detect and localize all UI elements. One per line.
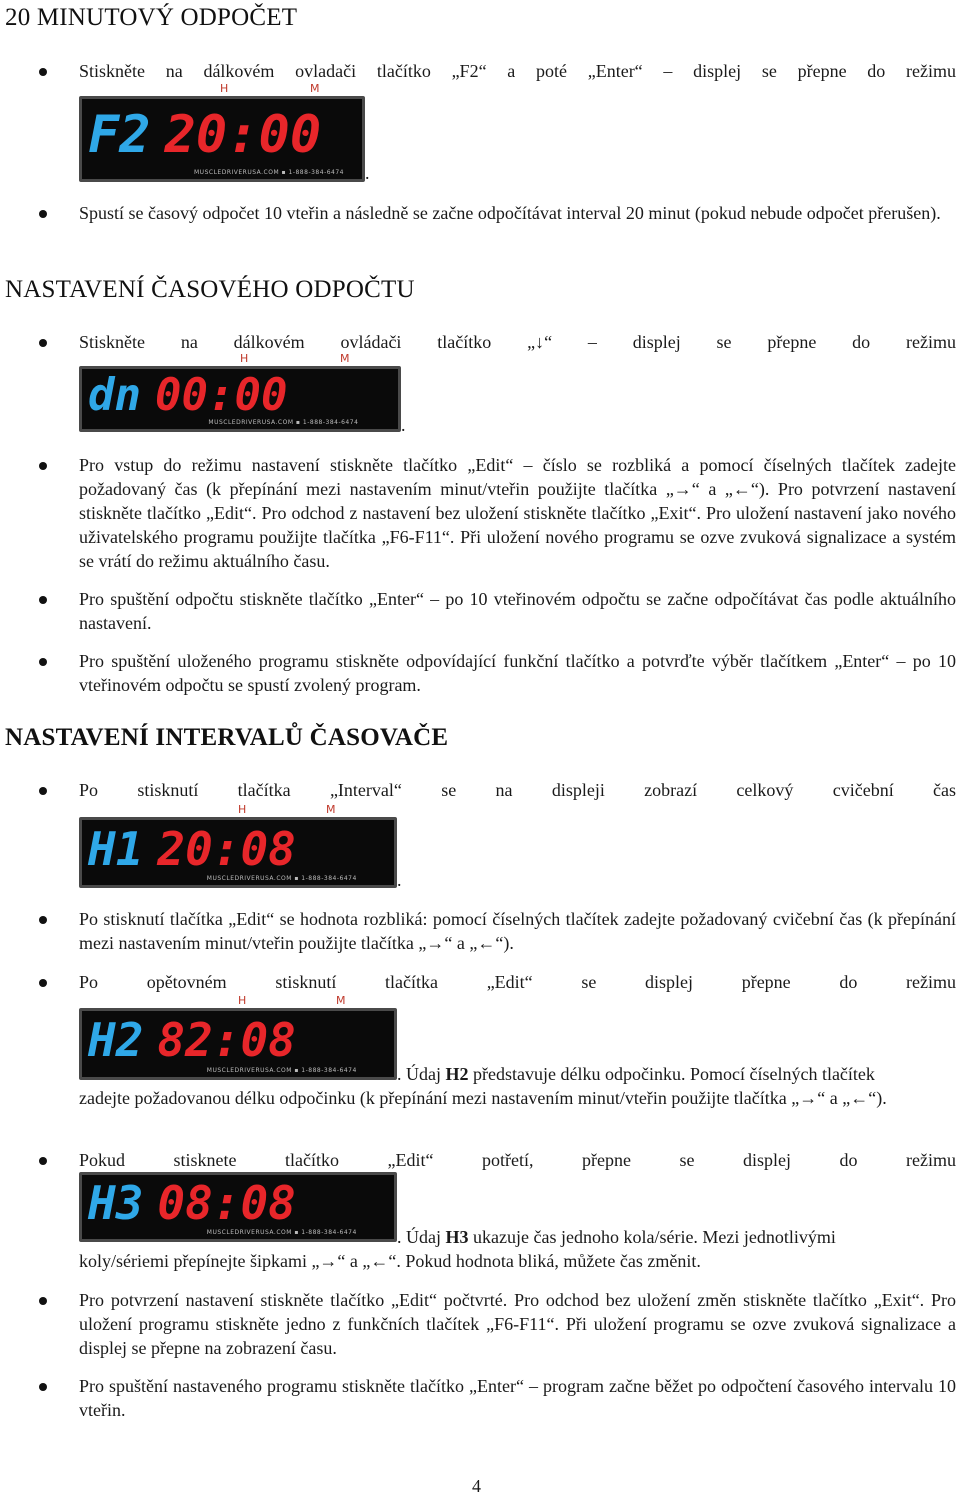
minutes-marker: M: [310, 82, 320, 95]
paragraph-run-program: Pro spuštění nastaveného programu stiskněte tlačítko „Enter“ – program začne běžet po odpočtení časového intervalu 10 vteřin.: [79, 1376, 956, 1420]
bullet: [39, 787, 47, 795]
paragraph-edit-second: Po opětovném stisknutí tlačítka „Edit“ se displej přepne do režimu: [79, 972, 956, 992]
sentence-period: .: [401, 415, 406, 435]
led-display-h2: [79, 1008, 397, 1080]
paragraph-saved-program: Pro spuštění uloženého programu stiskněte odpovídající funkční tlačítko a potvrďte výběr tlačítkem „Enter“ – po 10 vteřinovém odpočtu se spustí zvolený program.: [79, 651, 956, 695]
bullet: [39, 916, 47, 924]
led-display-h1: [79, 817, 397, 888]
display-time: 20:08: [157, 821, 296, 876]
display-brand-strip: MUSCLEDRIVERUSA.COM ▪ 1-888-384-6474: [206, 1067, 357, 1074]
section-title-interval-setup: NASTAVENÍ INTERVALŮ ČASOVAČE: [5, 724, 449, 751]
paragraph-edit-fourth: Pro potvrzení nastavení stiskněte tlačítko „Edit“ počtvrté. Pro odchod bez uložení změn stiskněte tlačítko „Exit“. Pro uložení programu stiskněte jedno z funkčních tlačítek „F6-F11“. Při uložení programu se ozve zvuková signalizace a displej se přepne na zobrazení času.: [79, 1290, 956, 1358]
paragraph-down-arrow-instruction: Stiskněte na dálkovém ovládači tlačítko „↓“ – displej se přepne do režimu: [79, 332, 956, 352]
paragraph-h2-description: . Údaj H2 představuje délku odpočinku. Pomocí číselných tlačítek: [397, 1064, 875, 1084]
display-brand-strip: MUSCLEDRIVERUSA.COM ▪ 1-888-384-6474: [206, 1229, 357, 1236]
hours-marker: H: [240, 352, 249, 365]
paragraph-edit-value: Po stisknutí tlačítka „Edit“ se hodnota rozbliká: pomocí číselných tlačítek zadejte požadovaný cvičební čas (k přepínání mezi nastavením minut/vteřin použijte tlačítka „→“ a „←“).: [79, 909, 956, 953]
display-mode: F2: [88, 105, 151, 165]
led-display-dn: [79, 366, 401, 432]
display-mode: dn: [88, 369, 141, 421]
paragraph-enter-start: Pro spuštění odpočtu stiskněte tlačítko „Enter“ – po 10 vteřinovém odpočtu se začne odpočítávat čas podle aktuálního nastavení.: [79, 589, 956, 633]
hours-marker: H: [238, 994, 247, 1007]
paragraph-interval-button: Po stisknutí tlačítka „Interval“ se na displeji zobrazí celkový cvičební čas: [79, 780, 956, 800]
paragraph-countdown-start: Spustí se časový odpočet 10 vteřin a následně se začne odpočítávat interval 20 minut (pokud nebude odpočet přerušen).: [79, 203, 941, 223]
minutes-marker: M: [340, 352, 350, 365]
hours-marker: H: [220, 82, 229, 95]
display-time: 20:00: [164, 105, 322, 165]
bullet: [39, 1297, 47, 1305]
paragraph-edit-third: Pokud stisknete tlačítko „Edit“ potřetí, přepne se displej do režimu: [79, 1150, 956, 1170]
bullet: [39, 462, 47, 470]
display-mode: H3: [88, 1176, 144, 1230]
display-time: 00:00: [154, 369, 288, 421]
led-display-f2: [79, 96, 365, 182]
display-mode: H1: [88, 821, 144, 876]
sentence-period: .: [365, 163, 370, 183]
display-brand-strip: MUSCLEDRIVERUSA.COM ▪ 1-888-384-6474: [206, 875, 357, 882]
page-number: 4: [472, 1476, 481, 1496]
minutes-marker: M: [326, 803, 336, 816]
bullet: [39, 658, 47, 666]
hours-marker: H: [238, 803, 247, 816]
paragraph-edit-mode: Pro vstup do režimu nastavení stiskněte tlačítko „Edit“ – číslo se rozbliká a pomocí číselných tlačítek zadejte požadovaný čas (k přepínání mezi nastavením minut/vteřin použijte tlačítka „→“ a „←“). Pro potvrzení nastavení stiskněte tlačítko „Edit“. Pro odchod z nastavení bez uložení stiskněte tlačítko „Exit“. Pro uložení nastavení jako nového uživatelského programu použijte tlačítka „F6-F11“. Při uložení nového programu se ozve zvuková signalizace a systém se vrátí do režimu aktuálního času.: [79, 455, 956, 571]
paragraph-h3-description-cont: koly/sériemi přepínejte šipkami „→“ a „←“. Pokud hodnota bliká, můžete čas změnit.: [79, 1251, 701, 1271]
bullet: [39, 979, 47, 987]
bullet: [39, 210, 47, 218]
section-title-countdown-setup: NASTAVENÍ ČASOVÉHO ODPOČTU: [5, 276, 415, 303]
bullet: [39, 339, 47, 347]
bullet: [39, 596, 47, 604]
paragraph-h3-description: . Údaj H3 ukazuje čas jednoho kola/série. Mezi jednotlivými: [397, 1227, 836, 1247]
display-mode: H2: [88, 1013, 144, 1067]
display-brand-strip: MUSCLEDRIVERUSA.COM ▪ 1-888-384-6474: [194, 169, 344, 176]
led-display-h3: [79, 1172, 397, 1242]
display-brand-strip: MUSCLEDRIVERUSA.COM ▪ 1-888-384-6474: [208, 419, 359, 426]
bullet: [39, 1383, 47, 1391]
paragraph-f2-instruction: Stiskněte na dálkovém ovladači tlačítko „F2“ a poté „Enter“ – displej se přepne do režimu: [79, 61, 956, 81]
sentence-period: .: [397, 870, 402, 890]
display-time: 08:08: [157, 1176, 296, 1230]
section-title-20-minute-countdown: 20 MINUTOVÝ ODPOČET: [5, 4, 298, 31]
bullet: [39, 1157, 47, 1165]
minutes-marker: M: [336, 994, 346, 1007]
paragraph-h2-description-cont: zadejte požadovanou délku odpočinku (k přepínání mezi nastavením minut/vteřin použijte tlačítka „→“ a „←“).: [79, 1088, 887, 1108]
bullet: [39, 68, 47, 76]
display-time: 82:08: [157, 1013, 296, 1067]
